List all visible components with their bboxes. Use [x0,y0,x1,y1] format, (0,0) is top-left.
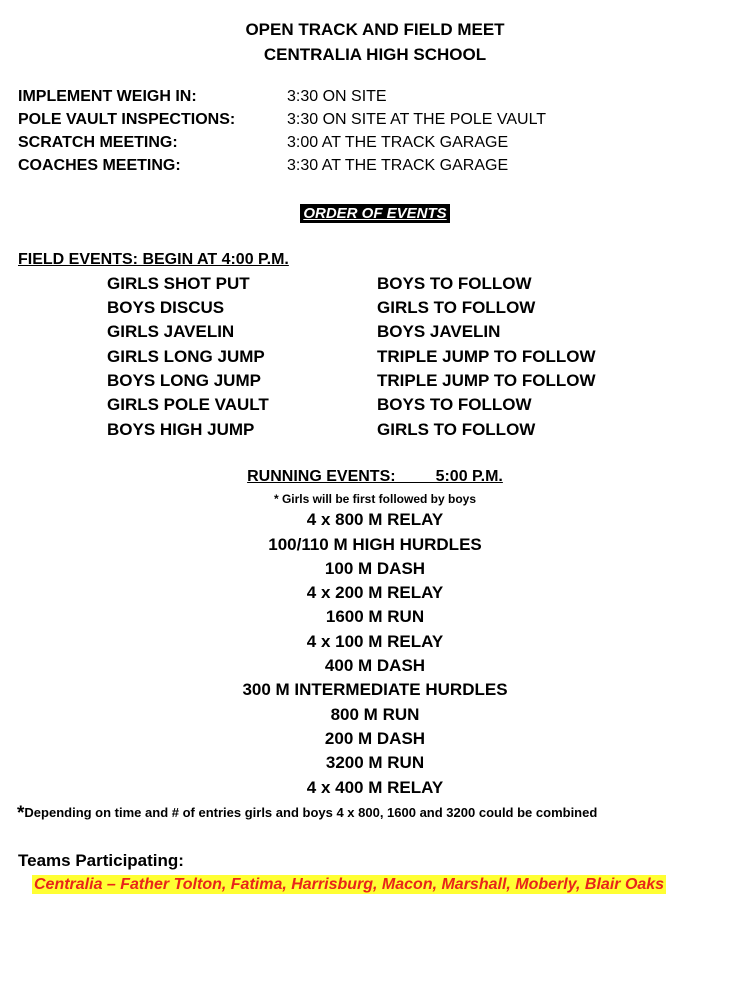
footnote-asterisk: * [17,803,25,824]
field-event-follow: GIRLS TO FOLLOW [377,298,536,317]
field-event-first: BOYS HIGH JUMP [107,420,255,439]
school-name: CENTRALIA HIGH SCHOOL [263,45,487,64]
meet-title: OPEN TRACK AND FIELD MEET [245,20,505,39]
schedule-label: COACHES MEETING: [18,157,181,174]
field-event-first: GIRLS SHOT PUT [107,274,250,293]
running-event: 4 x 200 M RELAY [306,583,444,602]
running-event: 4 x 100 M RELAY [306,632,444,651]
field-event-first: BOYS DISCUS [107,298,225,317]
field-event-first: GIRLS LONG JUMP [107,347,265,366]
teams-participating-label: Teams Participating: [18,851,184,870]
running-event: 3200 M RUN [325,753,425,772]
schedule-value: 3:30 AT THE TRACK GARAGE [287,157,509,174]
running-event: 100 M DASH [324,559,426,578]
running-events-heading: RUNNING EVENTS: 5:00 P.M. [247,468,503,485]
order-of-events-heading: ORDER OF EVENTS [300,204,449,223]
running-event: 200 M DASH [324,729,426,748]
running-events-note: * Girls will be first followed by boys [273,492,477,506]
field-event-follow: BOYS JAVELIN [377,322,501,341]
running-event: 100/110 M HIGH HURDLES [268,535,482,554]
schedule-value: 3:30 ON SITE [287,88,387,105]
field-event-follow: BOYS TO FOLLOW [377,395,532,414]
field-event-first: BOYS LONG JUMP [107,371,261,390]
schedule-value: 3:00 AT THE TRACK GARAGE [287,134,509,151]
schedule-label: POLE VAULT INSPECTIONS: [18,111,236,128]
running-event: 4 x 400 M RELAY [306,778,444,797]
running-event: 400 M DASH [324,656,426,675]
combined-events-footnote [17,803,597,825]
order-of-events-wrapper [0,204,750,223]
schedule-label: SCRATCH MEETING: [18,134,178,151]
field-events-heading: FIELD EVENTS: BEGIN AT 4:00 P.M. [18,251,289,268]
field-event-follow: GIRLS TO FOLLOW [377,420,536,439]
teams-list-wrapper [32,876,666,894]
running-event: 800 M RUN [330,705,420,724]
field-event-follow: BOYS TO FOLLOW [377,274,532,293]
field-event-first: GIRLS POLE VAULT [107,395,269,414]
schedule-value: 3:30 ON SITE AT THE POLE VAULT [287,111,547,128]
running-event: 1600 M RUN [325,607,425,626]
running-event: 4 x 800 M RELAY [306,510,444,529]
teams-list: Centralia – Father Tolton, Fatima, Harrisburg, Macon, Marshall, Moberly, Blair Oaks [34,876,665,893]
field-event-first: GIRLS JAVELIN [107,322,235,341]
running-event: 300 M INTERMEDIATE HURDLES [242,680,508,699]
running-events-heading-wrapper [0,468,750,486]
field-event-follow: TRIPLE JUMP TO FOLLOW [377,347,596,366]
footnote-text: Depending on time and # of entries girls and boys 4 x 800, 1600 and 3200 could be combined [24,805,598,820]
field-event-follow: TRIPLE JUMP TO FOLLOW [377,371,596,390]
schedule-label: IMPLEMENT WEIGH IN: [18,88,197,105]
